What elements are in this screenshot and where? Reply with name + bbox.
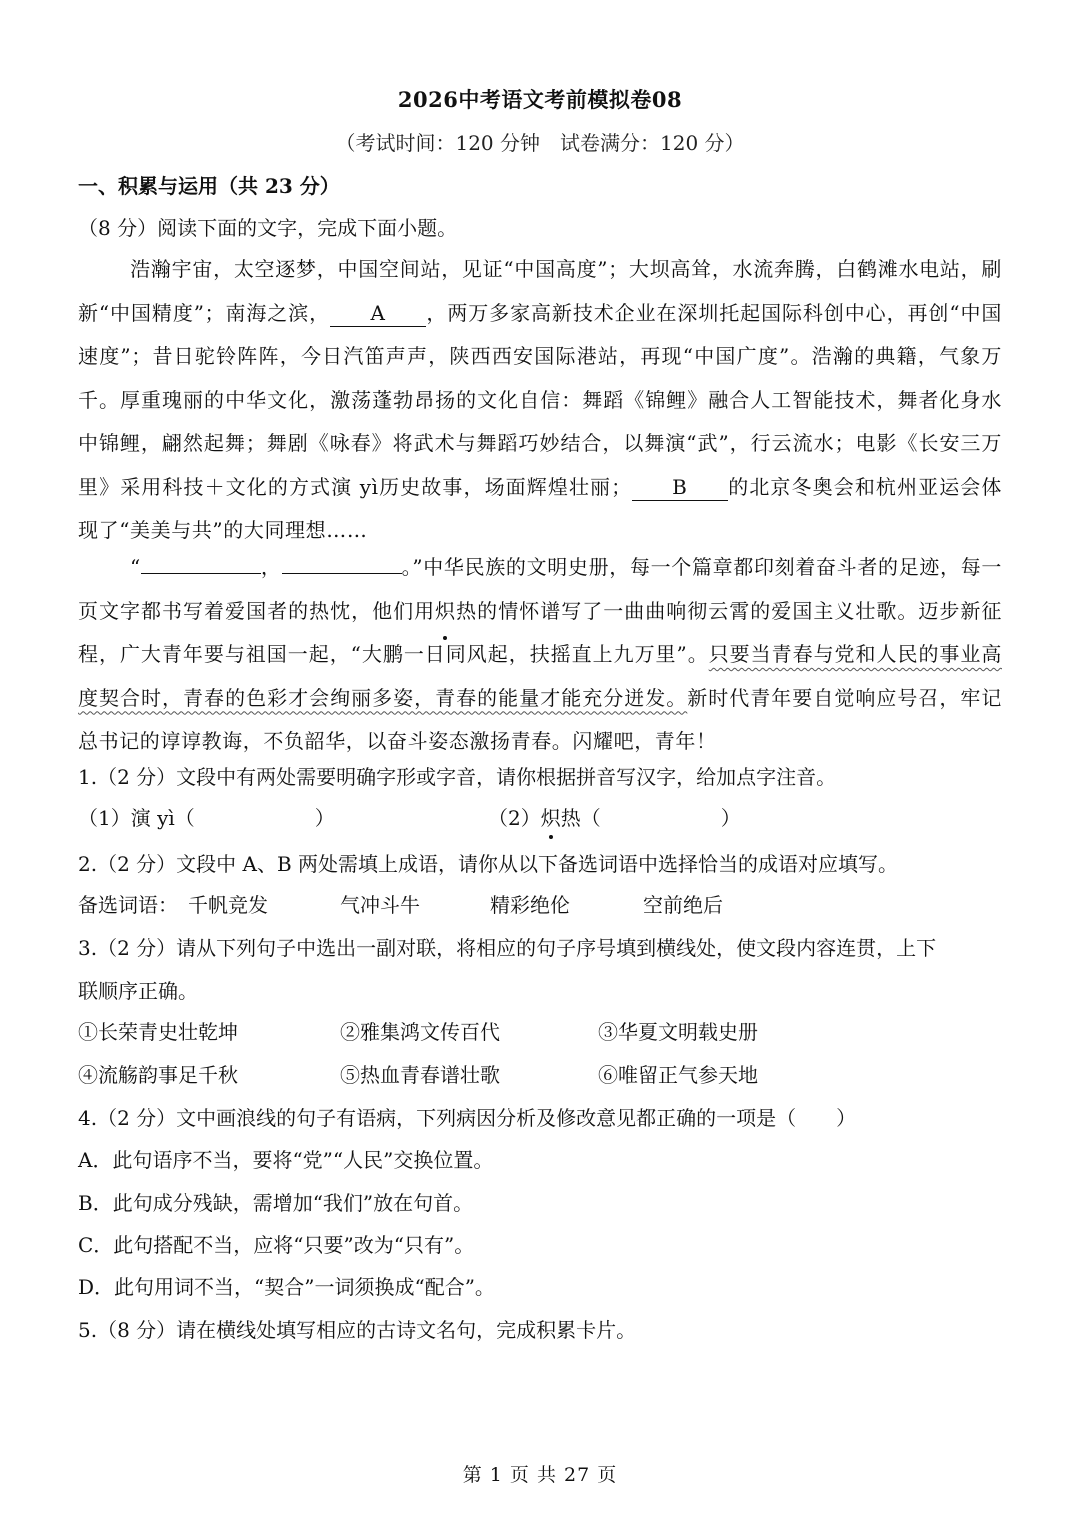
question-3-option: ②雅集鸿文传百代 xyxy=(340,1020,500,1044)
question-4-option-d: D．此句用词不当，“契合”一词须换成“配合”。 xyxy=(78,1275,495,1299)
question-3-options-row-1 xyxy=(78,1018,1002,1046)
passage1-text-c: 的北京冬奥会和杭州亚运会体现了“美美与共”的大同理想…… xyxy=(78,474,1002,542)
section-heading: 一、积累与运用（共 23 分） xyxy=(78,174,340,198)
question-1-items xyxy=(78,804,1002,832)
question-3-stem-line-1: 3.（2 分）请从下列句子中选出一副对联，将相应的句子序号填到横线处，使文段内容连贯，上下 xyxy=(78,936,937,960)
question-3-stem-line-2: 联顺序正确。 xyxy=(78,979,198,1003)
passage2-text-c: 新时代青年要自觉响应号召，牢记总书记的谆谆教诲，不负韶华，以奋斗姿态激扬青春。闪耀吧，青年！ xyxy=(78,685,1002,753)
exam-title: 2026中考语文考前模拟卷08 xyxy=(397,87,683,112)
passage-paragraph-2 xyxy=(78,546,1002,764)
blank-b: B xyxy=(632,474,728,501)
question-4-stem: 4.（2 分）文中画浪线的句子有语病，下列病因分析及修改意见都正确的一项是（ ） xyxy=(78,1106,857,1130)
couplet-blank-1 xyxy=(141,573,261,574)
passage2-text-a: 中华民族的文明史册，每一个篇章都印刻着奋斗者的足迹，每一页文字都书写着爱国者的热忱，他们用 xyxy=(78,555,1002,623)
question-1-item-1: （1）演 yì（ ） xyxy=(78,806,335,830)
blank-a: A xyxy=(330,300,426,327)
question-2-option: 气冲斗牛 xyxy=(340,893,420,917)
close-quote: 。” xyxy=(401,555,424,579)
question-3-option: ④流觞韵事足千秋 xyxy=(78,1063,238,1087)
question-2-label: 备选词语： xyxy=(78,893,178,917)
question-4-option-c: C．此句搭配不当，应将“只要”改为“只有”。 xyxy=(78,1233,475,1257)
question-2-options xyxy=(78,891,1002,919)
question-5-stem: 5.（8 分）请在横线处填写相应的古诗文名句，完成积累卡片。 xyxy=(78,1318,637,1342)
question-2-option: 千帆竞发 xyxy=(188,893,268,917)
question-3-option: ⑤热血青春谱壮歌 xyxy=(340,1063,500,1087)
question-3-option: ③华夏文明载史册 xyxy=(598,1020,758,1044)
item2-prefix: （2） xyxy=(488,806,541,830)
couplet-blank-2 xyxy=(282,573,402,574)
reading-instruction: （8 分）阅读下面的文字，完成下面小题。 xyxy=(78,216,458,240)
page-footer: 第 1 页 共 27 页 xyxy=(462,1464,618,1486)
passage2-text-b: 热的情怀谱写了一曲曲响彻云霄的爱国主义壮歌。迈步新征程，广大青年要与祖国一起，“大鹏一日同风起，扶摇直上九万里”。 xyxy=(78,598,1002,666)
question-2-option: 精彩绝伦 xyxy=(490,893,570,917)
question-3-option: ⑥唯留正气参天地 xyxy=(598,1063,758,1087)
question-3-options-row-2 xyxy=(78,1061,1002,1089)
question-1-item-2 xyxy=(488,804,741,832)
passage-paragraph-1 xyxy=(78,248,1002,553)
question-1-stem: 1.（2 分）文段中有两处需要明确字形或字音，请你根据拼音写汉字，给加点字注音。 xyxy=(78,765,837,789)
open-quote: “ xyxy=(130,555,141,579)
item2-dotted-char: 炽 xyxy=(540,806,561,830)
item2-suffix: 热（ ） xyxy=(560,806,741,830)
dotted-char: 炽 xyxy=(435,590,456,634)
question-2-stem: 2.（2 分）文段中 A、B 两处需填上成语，请你从以下备选词语中选择恰当的成语对应填写。 xyxy=(78,852,899,876)
question-4-option-a: A．此句语序不当，要将“党”“人民”交换位置。 xyxy=(78,1148,494,1172)
passage1-text-a: 浩瀚宇宙，太空逐梦，中国空间站，见证“中国高度”；大坝高耸，水流奔腾，白鹤滩水电站，刷新“中国精度”；南海之滨， xyxy=(78,257,1002,325)
wavy-underlined-sentence: 只要当青春与党和人民的事业高度契合时，青春的色彩才会绚丽多姿，青春的能量才能充分迸发。 xyxy=(78,642,1002,710)
exam-subtitle: （考试时间：120 分钟 试卷满分：120 分） xyxy=(335,131,745,155)
question-3-option: ①长荣青史壮乾坤 xyxy=(78,1020,238,1044)
passage1-text-b: ，两万多家高新技术企业在深圳托起国际科创中心，再创“中国速度”；昔日驼铃阵阵，今日汽笛声声，陕西西安国际港站，再现“中国广度”。浩瀚的典籍，气象万千。厚重瑰丽的中华文化，激荡蓬勃昂扬的文化自信：舞蹈《锦鲤》融合人工智能技术，舞者化身水中锦鲤，翩然起舞；舞剧《咏春》将武术与舞蹈巧妙结合，以舞演“武”，行云流水；电影《长安三万里》采用科技＋文化的方式演 yì历史故事，场面辉煌壮丽； xyxy=(78,300,1003,499)
question-2-option: 空前绝后 xyxy=(643,893,723,917)
question-4-option-b: B．此句成分残缺，需增加“我们”放在句首。 xyxy=(78,1191,474,1215)
couplet-comma: ， xyxy=(260,555,282,579)
